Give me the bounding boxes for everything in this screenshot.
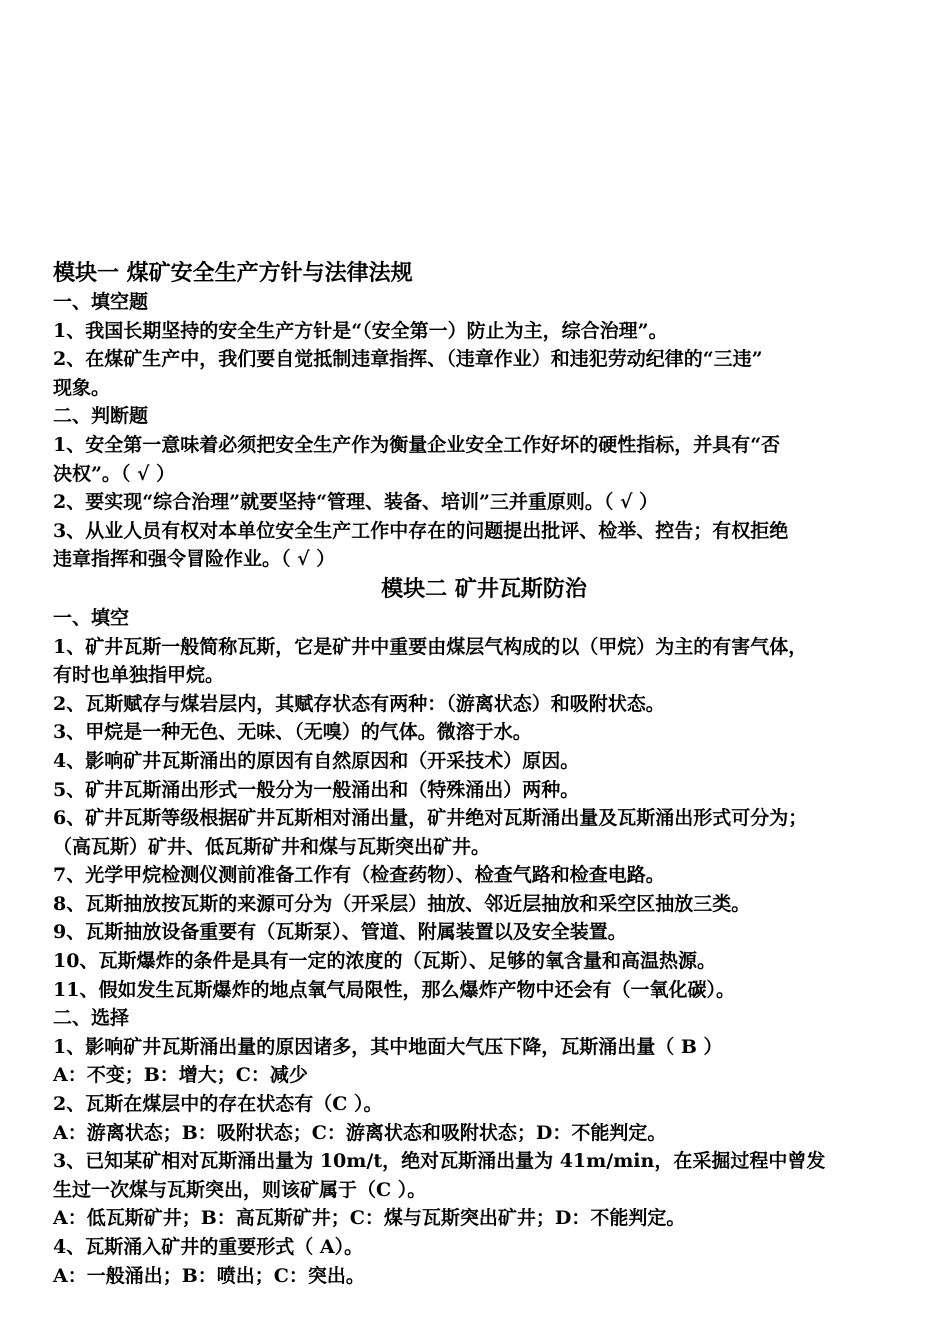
module-2-fill-line: 10、瓦斯爆炸的条件是具有一定的浓度的（瓦斯）、足够的氧含量和高温热源。 [53, 950, 716, 973]
module-1-fill-line: 2、在煤矿生产中，我们要自觉抵制违章指挥、（违章作业）和违犯劳动纪律的“三违” [53, 348, 763, 371]
module-1-judge-line: 违章指挥和强令冒险作业。（ √ ） [53, 548, 336, 571]
module-2-title: 模块二 矿井瓦斯防治 [381, 575, 587, 602]
module-1-judge-line: 决权”。（ √ ） [53, 462, 176, 485]
module-2-choice-line: 1、影响矿井瓦斯涌出量的原因诸多，其中地面大气压下降，瓦斯涌出量（ B ） [53, 1035, 723, 1058]
module-2-fill-line: 6、矿井瓦斯等级根据矿井瓦斯相对涌出量，矿井绝对瓦斯涌出量及瓦斯涌出形式可分为； [53, 807, 808, 830]
module-2-choice-line: A：低瓦斯矿井；B：高瓦斯矿井；C：煤与瓦斯突出矿井；D：不能判定。 [53, 1207, 686, 1230]
module-2-choice-line: A：游离状态；B：吸附状态；C：游离状态和吸附状态；D：不能判定。 [53, 1121, 667, 1144]
module-2-fill-line: 3、甲烷是一种无色、无味、（无嗅）的气体。微溶于水。 [53, 721, 532, 744]
module-2-choice-line: A：不变；B：增大；C：减少 [53, 1064, 308, 1087]
module-2-fill-line: 有时也单独指甲烷。 [53, 664, 225, 687]
module-2-fill-line: 5、矿井瓦斯涌出形式一般分为一般涌出和（特殊涌出）两种。 [53, 778, 580, 801]
module-2-choice-line: A：一般涌出；B：喷出；C：突出。 [53, 1264, 365, 1287]
module-2-fill-line: 1、矿井瓦斯一般简称瓦斯，它是矿井中重要由煤层气构成的以（甲烷）为主的有害气体， [53, 635, 808, 658]
module-1-judge-heading: 二、判断题 [53, 405, 149, 428]
module-1-fill-heading: 一、填空题 [53, 291, 149, 313]
module-1-fill-line: 现象。 [53, 376, 111, 399]
module-2-choice-heading: 二、选择 [53, 1007, 130, 1030]
module-2-choice-line: 生过一次煤与瓦斯突出，则该矿属于（C ）。 [53, 1178, 427, 1201]
module-1-judge-line: 1、安全第一意味着必须把安全生产作为衡量企业安全工作好坏的硬性指标，并具有“否 [53, 433, 781, 456]
module-1-fill-line: 1、我国长期坚持的安全生产方针是“（安全第一）防止为主，综合治理”。 [53, 319, 668, 342]
module-2-fill-line: 7、光学甲烷检测仪测前准备工作有（检查药物）、检查气路和检查电路。 [53, 864, 665, 887]
document-page [53, 258, 915, 1290]
module-2-fill-line: 11、假如发生瓦斯爆炸的地点氧气局限性，那么爆炸产物中还会有（一氧化碳）。 [53, 978, 735, 1001]
module-2-fill-heading: 一、填空 [53, 606, 130, 629]
module-1-judge-line: 3、从业人员有权对本单位安全生产工作中存在的问题提出批评、检举、控告；有权拒绝 [53, 519, 789, 542]
module-2-fill-line: 4、影响矿井瓦斯涌出的原因有自然原因和（开采技术）原因。 [53, 749, 580, 772]
module-2-choice-line: 2、瓦斯在煤层中的存在状态有（C ）。 [53, 1093, 383, 1116]
module-2-fill-line: 2、瓦斯赋存与煤岩层内，其赋存状态有两种：（游离状态）和吸附状态。 [53, 692, 665, 715]
module-2-fill-line: 9、瓦斯抽放设备重要有（瓦斯泵）、管道、附属装置以及安全装置。 [53, 921, 627, 944]
module-1-judge-line: 2、要实现“综合治理”就要坚持“管理、装备、培训”三并重原则。（ √ ） [53, 491, 659, 514]
module-2-choice-line: 4、瓦斯涌入矿井的重要形式（ A）。 [53, 1236, 364, 1258]
module-2-fill-line: （高瓦斯）矿井、低瓦斯矿井和煤与瓦斯突出矿井。 [53, 835, 491, 858]
module-2-fill-line: 8、瓦斯抽放按瓦斯的来源可分为（开采层）抽放、邻近层抽放和采空区抽放三类。 [53, 892, 751, 915]
module-1-title: 模块一 煤矿安全生产方针与法律法规 [53, 260, 413, 286]
module-2-choice-line: 3、已知某矿相对瓦斯涌出量为 10m/t，绝对瓦斯涌出量为 41m/min，在采掘过程中曾发 [53, 1150, 826, 1173]
